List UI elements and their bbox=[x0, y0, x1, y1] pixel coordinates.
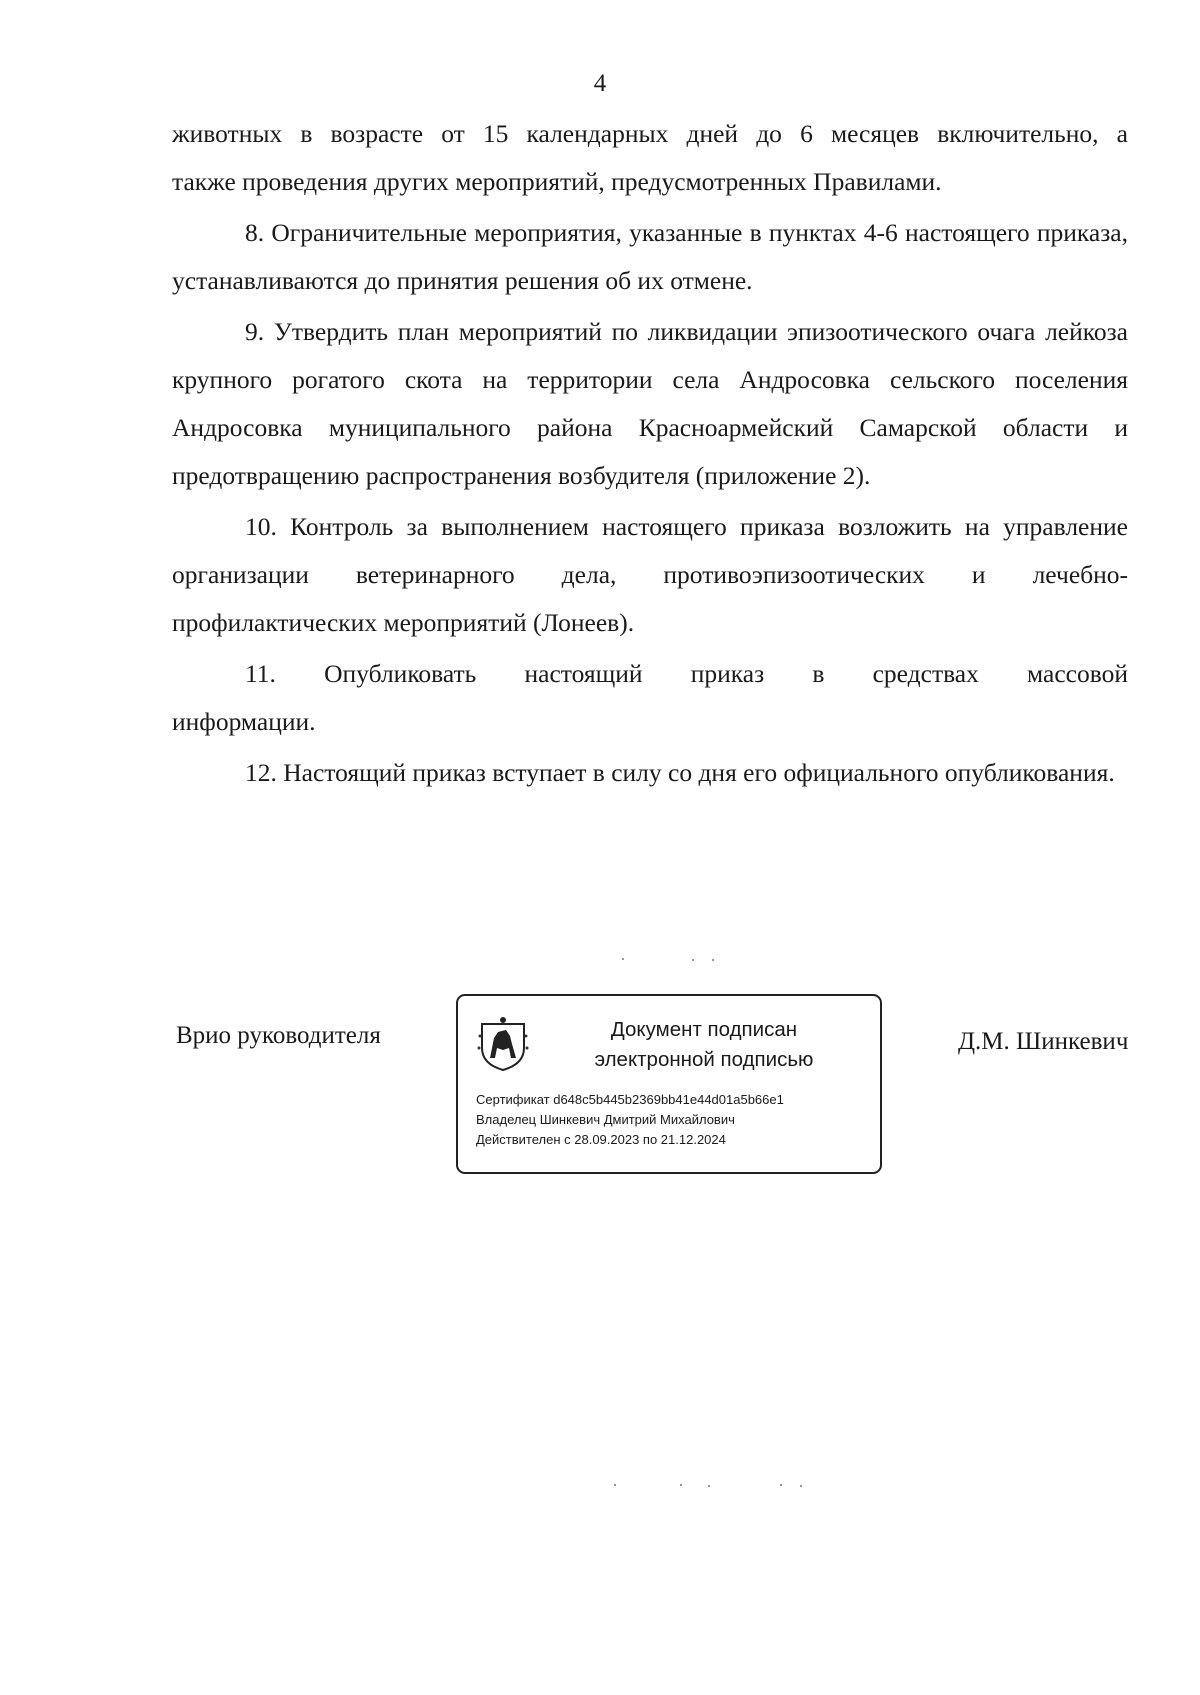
signatory-name: Д.М. Шинкевич bbox=[958, 1028, 1129, 1055]
paragraph-12: 12. Настоящий приказ вступает в силу со дня его официального опубликования. bbox=[245, 758, 1115, 787]
stamp-owner: Владелец Шинкевич Дмитрий Михайлович bbox=[476, 1112, 735, 1127]
stamp-validity: Действителен с 28.09.2023 по 21.12.2024 bbox=[476, 1132, 726, 1147]
scan-speck bbox=[708, 1485, 710, 1487]
electronic-signature-stamp bbox=[456, 994, 882, 1174]
scan-speck bbox=[780, 1484, 782, 1486]
scan-speck bbox=[614, 1484, 616, 1486]
scan-speck bbox=[692, 959, 694, 961]
paragraph-continuation-line2: также проведения других мероприятий, предусмотренных Правилами. bbox=[172, 167, 942, 196]
stamp-details bbox=[476, 1090, 784, 1150]
paragraph-10: 10. Контроль за выполнением настоящего приказа возложить на управление организации ветеринарного дела, противоэпизоотических и лечебно-профилактических мероприятий (Лонеев). bbox=[172, 512, 1128, 637]
stamp-title-line2: электронной подписью bbox=[594, 1048, 814, 1071]
paragraph-9: 9. Утвердить план мероприятий по ликвидации эпизоотического очага лейкоза крупного рогатого скота на территории села Андросовка сельского поселения Андросовка муниципального района Красноармейский Самарской области и предотвращению распространения возбудителя (приложение 2). bbox=[172, 317, 1128, 490]
scan-speck bbox=[800, 1485, 802, 1487]
paragraph-11: 11. Опубликовать настоящий приказ в средствах массовой информации. bbox=[172, 659, 1128, 736]
signatory-role: Врио руководителя bbox=[176, 1022, 381, 1049]
scan-speck bbox=[622, 958, 624, 960]
page-number: 4 bbox=[593, 70, 607, 97]
paragraph-continuation-line1: животных в возрасте от 15 календарных дней до 6 месяцев включительно, а bbox=[172, 119, 1128, 148]
coat-of-arms-icon bbox=[476, 1014, 530, 1072]
stamp-certificate: Сертификат d648c5b445b2369bb41e44d01a5b66e1 bbox=[476, 1092, 784, 1107]
scan-speck bbox=[680, 1484, 682, 1486]
document-body bbox=[172, 110, 1128, 800]
scan-speck bbox=[712, 959, 714, 961]
paragraph-8: 8. Ограничительные мероприятия, указанные в пунктах 4-6 настоящего приказа, устанавливаются до принятия решения об их отмене. bbox=[172, 218, 1128, 295]
stamp-title-line1: Документ подписан bbox=[610, 1018, 798, 1041]
